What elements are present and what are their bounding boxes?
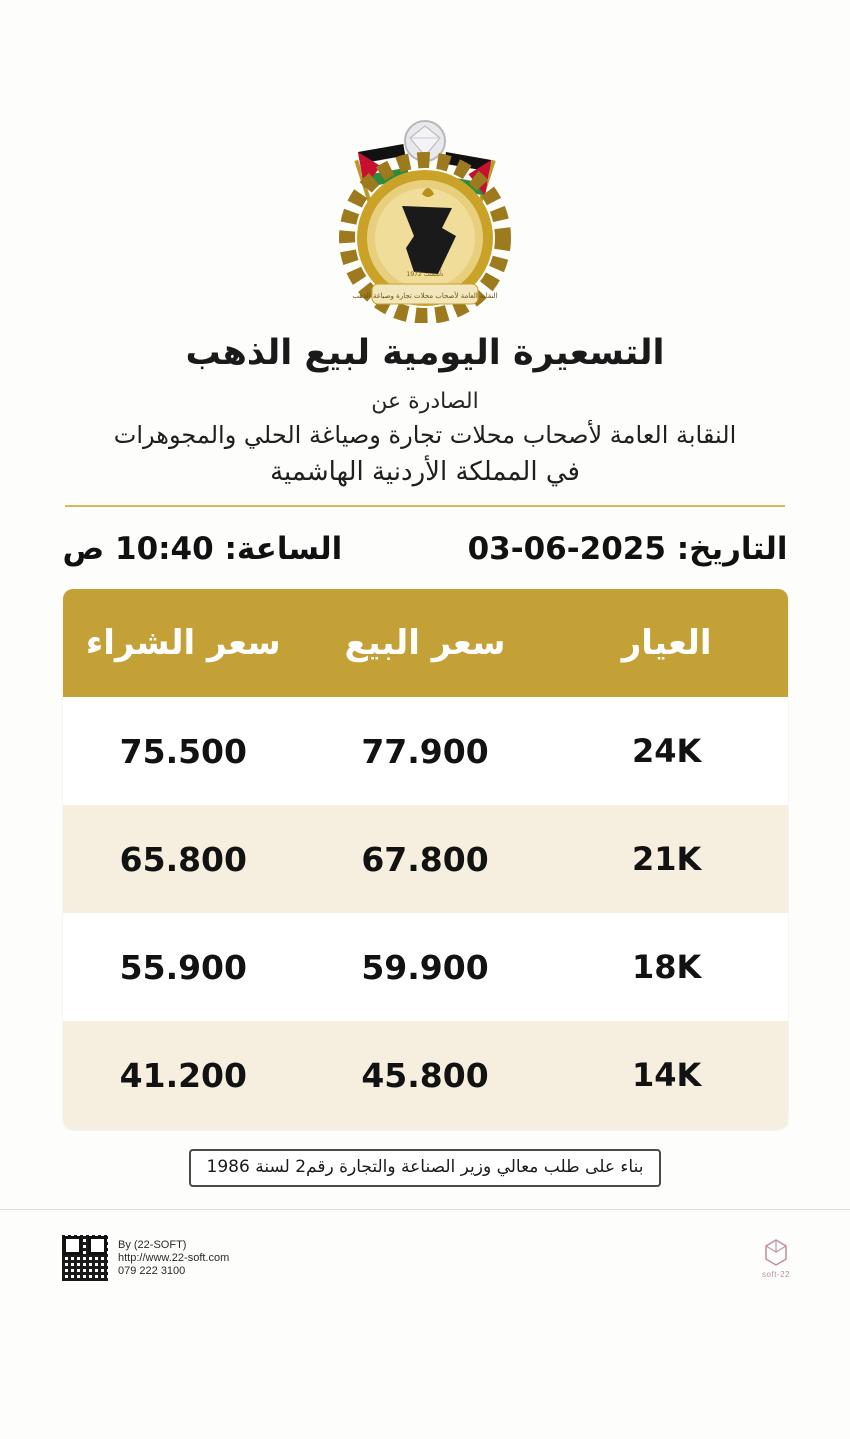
cube-icon: [763, 1238, 789, 1268]
cell-karat: 24K: [632, 732, 702, 770]
qr-code-icon: [60, 1233, 110, 1283]
cell-buy-price: 75.500: [119, 731, 247, 771]
time-block: [63, 531, 343, 567]
cell-buy-price: 65.800: [119, 839, 247, 879]
footer-url[interactable]: http://www.22-soft.com: [118, 1251, 230, 1264]
date-time-row: [63, 531, 788, 567]
cell-sell-price: 59.900: [361, 947, 489, 987]
cell-sell-price: 67.800: [361, 839, 489, 879]
header-divider: [65, 505, 785, 507]
footer-phone: 079 222 3100: [118, 1264, 186, 1277]
cell-karat: 21K: [632, 840, 702, 878]
column-header-buy-price: سعر الشراء: [85, 623, 281, 663]
cell-karat: 14K: [632, 1056, 702, 1094]
cell-karat: 18K: [632, 948, 702, 986]
cell-buy-price: 41.200: [119, 1055, 247, 1095]
brand-name: 22-soft: [762, 1269, 790, 1279]
time-label: الساعة:: [224, 531, 343, 567]
cell-buy-price: 55.900: [119, 947, 247, 987]
syndicate-logo: [310, 108, 540, 323]
table-row: [63, 697, 788, 805]
brand-logo: [762, 1238, 790, 1279]
footer: [0, 1210, 850, 1306]
table-row: [63, 913, 788, 1021]
table-row: [63, 805, 788, 913]
svg-text:النقابة العامة لأصحاب محلات تج: النقابة العامة لأصحاب محلات تجارة وصياغة الذهب: [352, 292, 498, 300]
table-row: [63, 1021, 788, 1129]
syndicate-logo-icon: [310, 108, 540, 323]
svg-text:تأسست 1972: تأسست 1972: [406, 271, 444, 278]
legal-note: بناء على طلب معالي وزير الصناعة والتجارة رقم2 لسنة 1986: [189, 1149, 662, 1187]
date-block: [468, 531, 788, 567]
gold-price-table: [63, 589, 788, 1129]
subtitle-country: في المملكة الأردنية الهاشمية: [270, 457, 580, 487]
column-header-karat: العيار: [621, 623, 712, 663]
date-value: 2025-06-03: [467, 531, 666, 567]
subtitle-syndicate-name: النقابة العامة لأصحاب محلات تجارة وصياغة الحلي والمجوهرات: [113, 421, 737, 449]
footer-contact: [60, 1233, 229, 1283]
cell-sell-price: 45.800: [361, 1055, 489, 1095]
cell-sell-price: 77.900: [361, 731, 489, 771]
column-header-sell-price: سعر البيع: [344, 623, 506, 663]
subtitle-issued-by: الصادرة عن: [371, 389, 479, 414]
table-header-row: [63, 589, 788, 697]
footer-contact-text: [118, 1239, 229, 1278]
date-label: التاريخ:: [676, 531, 788, 567]
page-title: التسعيرة اليومية لبيع الذهب: [185, 333, 665, 373]
time-value: 10:40 ص: [62, 531, 214, 567]
footer-by: By (22-SOFT): [118, 1238, 187, 1251]
